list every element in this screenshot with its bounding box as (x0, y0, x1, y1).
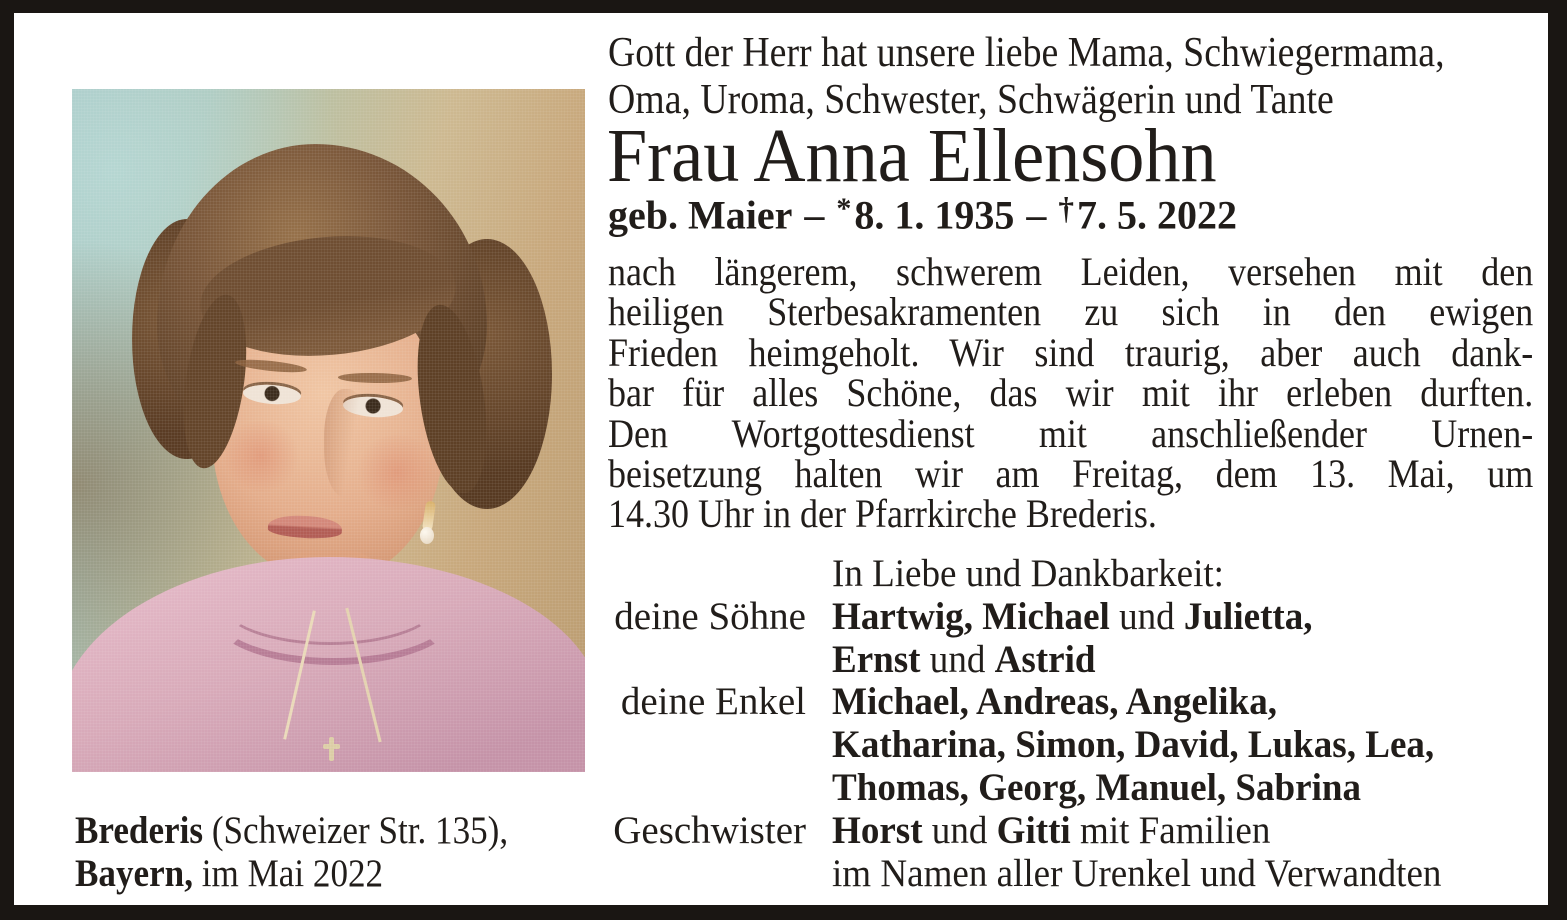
closing-names-line (832, 853, 1499, 896)
place-line (75, 810, 508, 853)
bold-text-segment: Horst (832, 808, 923, 852)
dash-separator-2: – (1026, 192, 1047, 238)
closing-label: deine Söhne (614, 594, 806, 638)
text-segment: im Mai 2022 (192, 851, 384, 895)
text-segment: und (922, 808, 997, 852)
bold-text-segment: Ernst (832, 637, 921, 681)
announcement-paragraph (608, 249, 1534, 537)
closing-label (602, 767, 806, 810)
closing-label: deine Enkel (620, 680, 806, 724)
closing-label (602, 853, 806, 896)
salutation-line: Gott der Herr hat unsere liebe Mama, Schwiegermama, (608, 30, 1445, 76)
salutation-line: Oma, Uroma, Schwester, Schwägerin und Tante (608, 77, 1334, 123)
closing-names-line (832, 810, 1499, 853)
text-segment: und (920, 637, 995, 681)
bold-text-segment: Thomas, Georg, Manuel, Sabrina (832, 765, 1362, 809)
closing-names-line (832, 681, 1499, 724)
announcement-line: nach längerem, schwerem Leiden, versehen mit den (608, 249, 1534, 294)
salutation-text (608, 30, 1445, 124)
closing-label: Geschwister (613, 808, 806, 852)
closing-names-line (832, 553, 1499, 596)
birth-name: geb. Maier (608, 192, 793, 238)
closing-names-line (832, 767, 1499, 810)
closing-names-line (832, 596, 1499, 639)
bold-text-segment: Brederis (75, 809, 204, 852)
bold-text-segment: Astrid (994, 637, 1096, 681)
closing-names-line (832, 724, 1499, 767)
place-date-block (75, 810, 556, 896)
dash-separator: – (804, 192, 825, 238)
bold-text-segment: Julietta, (1183, 594, 1313, 638)
text-segment: (Schweizer Str. 135), (203, 809, 509, 852)
closing-label (602, 553, 806, 596)
announcement-line: Den Wortgottesdienst mit anschließender Urnen- (608, 410, 1534, 456)
bold-text-segment: Bayern, (75, 851, 193, 895)
text-segment: im Namen aller Urenkel und Verwandten (832, 851, 1442, 895)
text-segment: und (1109, 594, 1184, 638)
closing-grid (602, 553, 1534, 895)
text-segment: mit Familien (1070, 808, 1271, 852)
birth-date: 8. 1. 1935 (854, 192, 1015, 238)
portrait-photo (72, 89, 585, 772)
announcement-line: heiligen Sterbesakramenten zu sich in den ewigen (608, 289, 1534, 335)
born-star-symbol: * (836, 192, 852, 226)
birth-name-and-dates (608, 186, 1237, 238)
bold-text-segment: Michael, Andreas, Angelika, (832, 680, 1277, 724)
death-date: 7. 5. 2022 (1076, 192, 1237, 238)
closing-label (602, 724, 806, 767)
date-line (75, 853, 508, 896)
bold-text-segment: Hartwig, Michael (832, 594, 1110, 638)
text-segment: In Liebe und Dankbarkeit: (832, 552, 1224, 595)
announcement-line: bar für alles Schöne, das wir mit ihr erleben durften. (608, 370, 1534, 416)
closing-names-line (832, 639, 1499, 682)
closing-label (602, 639, 806, 682)
canvas-texture (72, 89, 585, 772)
died-cross-symbol: † (1058, 191, 1074, 226)
announcement-line: Frieden heimgeholt. Wir sind traurig, aber auch dank- (608, 329, 1534, 375)
bold-text-segment: Gitti (996, 808, 1071, 852)
deceased-name: Frau Anna Ellensohn (607, 114, 1217, 198)
announcement-line: beisetzung halten wir am Freitag, dem 13. Mai, um (608, 451, 1534, 497)
obituary-sheet (14, 13, 1548, 905)
bold-text-segment: Katharina, Simon, David, Lukas, Lea, (832, 723, 1435, 767)
announcement-line: 14.30 Uhr in der Pfarrkirche Brederis. (608, 491, 1157, 537)
